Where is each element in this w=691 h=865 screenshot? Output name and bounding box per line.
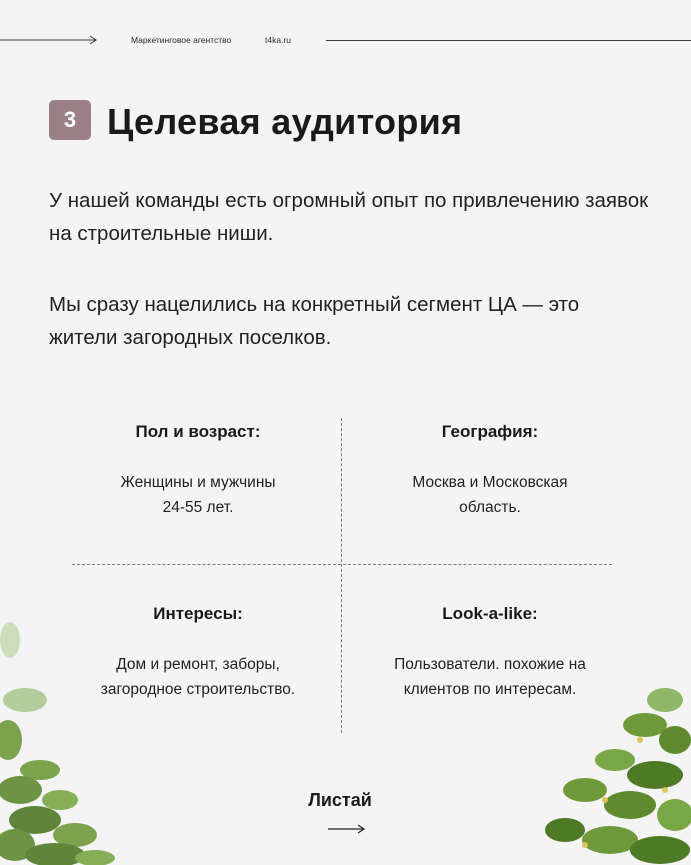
cell-heading: География: [441,422,539,441]
swipe-label[interactable]: Листай [308,790,372,810]
cell-line: Дом и ремонт, заборы, [116,656,280,673]
grid-cell-gender-age [63,422,333,520]
intro-paragraph: У нашей команды есть огромный опыт по привлечению заявок на строительные ниши. [49,189,649,245]
cell-line: Женщины и мужчины [120,474,276,491]
header-agency-label: Маркетинговое агентство [131,35,232,45]
grid-vertical-divider [341,418,342,733]
cell-text [63,470,333,520]
grid-horizontal-divider [72,564,612,565]
swipe-arrow-icon[interactable] [326,823,366,835]
cell-heading: Интересы: [153,604,243,623]
cell-line: область. [459,499,521,516]
grid-cell-geography [355,422,625,520]
cell-line: загородное строительство. [100,681,296,698]
cell-heading: Look-a-like: [442,604,538,623]
page-title: Целевая аудитория [107,101,463,142]
cell-line: клиентов по интересам. [403,681,577,698]
header-site-link[interactable]: t4ka.ru [265,35,291,45]
cell-line: 24-55 лет. [162,499,234,516]
cell-heading: Пол и возраст: [135,422,261,441]
cell-text [355,470,625,520]
section-number-badge: 3 [49,100,91,140]
segment-paragraph: Мы сразу нацелились на конкретный сегмент ЦА — это жители загородных поселков. [49,293,580,349]
cell-line: Москва и Московская [412,474,568,491]
foliage-right-icon [545,680,691,865]
foliage-left-icon [0,620,120,865]
header-arrow-icon [0,34,98,46]
header-divider [326,40,691,41]
cell-line: Пользователи. похожие на [394,656,586,673]
